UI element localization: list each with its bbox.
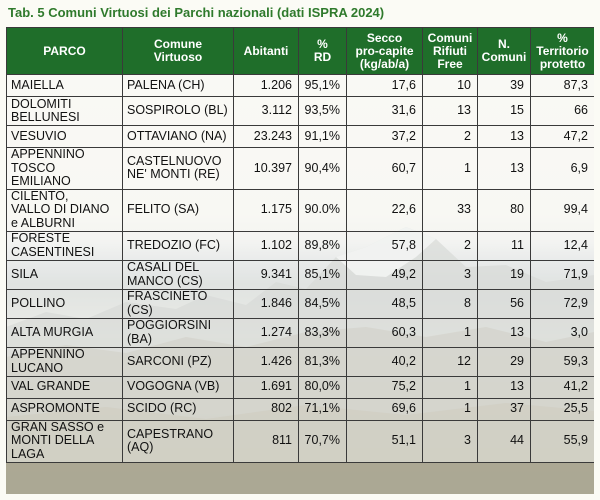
cell-secco: 31,6 bbox=[347, 97, 423, 126]
table-container bbox=[6, 27, 594, 494]
header-territorio: % Territorio protetto bbox=[531, 28, 595, 75]
cell-rifiuti-free: 3 bbox=[423, 260, 478, 289]
cell-territorio: 12,4 bbox=[531, 231, 595, 260]
cell-rd: 89,8% bbox=[299, 231, 347, 260]
cell-rifiuti-free: 13 bbox=[423, 97, 478, 126]
cell-territorio: 47,2 bbox=[531, 126, 595, 148]
cell-comune: SOSPIROLO (BL) bbox=[123, 97, 234, 126]
cell-territorio: 6,9 bbox=[531, 148, 595, 190]
cell-comune: CAPESTRANO (AQ) bbox=[123, 420, 234, 462]
cell-comune: FRASCINETO (CS) bbox=[123, 289, 234, 318]
cell-rd: 90.0% bbox=[299, 189, 347, 231]
table-title: Tab. 5 Comuni Virtuosi dei Parchi nazionali (dati ISPRA 2024) bbox=[8, 5, 385, 20]
cell-secco: 75,2 bbox=[347, 376, 423, 398]
cell-n-comuni: 13 bbox=[478, 376, 531, 398]
cell-territorio: 41,2 bbox=[531, 376, 595, 398]
cell-rd: 81,3% bbox=[299, 347, 347, 376]
cell-abitanti: 1.175 bbox=[234, 189, 299, 231]
cell-rifiuti-free: 10 bbox=[423, 75, 478, 97]
header-parco: PARCO bbox=[7, 28, 123, 75]
cell-abitanti: 23.243 bbox=[234, 126, 299, 148]
cell-parco: ALTA MURGIA bbox=[7, 318, 123, 347]
table-row bbox=[7, 75, 595, 97]
cell-rifiuti-free: 8 bbox=[423, 289, 478, 318]
cell-comune: SARCONI (PZ) bbox=[123, 347, 234, 376]
header-row bbox=[7, 28, 595, 75]
cell-secco: 49,2 bbox=[347, 260, 423, 289]
cell-territorio: 99,4 bbox=[531, 189, 595, 231]
cell-territorio: 87,3 bbox=[531, 75, 595, 97]
table-row bbox=[7, 97, 595, 126]
cell-rifiuti-free: 33 bbox=[423, 189, 478, 231]
cell-abitanti: 3.112 bbox=[234, 97, 299, 126]
cell-comune: SCIDO (RC) bbox=[123, 398, 234, 420]
cell-parco: SILA bbox=[7, 260, 123, 289]
table-row bbox=[7, 148, 595, 190]
cell-territorio: 55,9 bbox=[531, 420, 595, 462]
table-row bbox=[7, 398, 595, 420]
table-row bbox=[7, 318, 595, 347]
cell-n-comuni: 29 bbox=[478, 347, 531, 376]
cell-abitanti: 10.397 bbox=[234, 148, 299, 190]
cell-secco: 40,2 bbox=[347, 347, 423, 376]
table-row bbox=[7, 189, 595, 231]
header-rd: % RD bbox=[299, 28, 347, 75]
cell-secco: 51,1 bbox=[347, 420, 423, 462]
cell-territorio: 3,0 bbox=[531, 318, 595, 347]
cell-secco: 60,3 bbox=[347, 318, 423, 347]
cell-n-comuni: 37 bbox=[478, 398, 531, 420]
cell-abitanti: 802 bbox=[234, 398, 299, 420]
header-n-comuni: N. Comuni bbox=[478, 28, 531, 75]
cell-rifiuti-free: 1 bbox=[423, 148, 478, 190]
table-row bbox=[7, 376, 595, 398]
cell-parco: CILENTO, VALLO DI DIANO e ALBURNI bbox=[7, 189, 123, 231]
table-row bbox=[7, 347, 595, 376]
cell-parco: VAL GRANDE bbox=[7, 376, 123, 398]
cell-rd: 83,3% bbox=[299, 318, 347, 347]
cell-abitanti: 1.206 bbox=[234, 75, 299, 97]
cell-rd: 71,1% bbox=[299, 398, 347, 420]
cell-comune: PALENA (CH) bbox=[123, 75, 234, 97]
cell-rifiuti-free: 1 bbox=[423, 398, 478, 420]
cell-comune: TREDOZIO (FC) bbox=[123, 231, 234, 260]
cell-comune: CASTELNUOVO NE' MONTI (RE) bbox=[123, 148, 234, 190]
cell-secco: 69,6 bbox=[347, 398, 423, 420]
cell-territorio: 72,9 bbox=[531, 289, 595, 318]
cell-parco: ASPROMONTE bbox=[7, 398, 123, 420]
cell-rd: 93,5% bbox=[299, 97, 347, 126]
cell-abitanti: 1.846 bbox=[234, 289, 299, 318]
cell-n-comuni: 44 bbox=[478, 420, 531, 462]
cell-secco: 60,7 bbox=[347, 148, 423, 190]
cell-secco: 48,5 bbox=[347, 289, 423, 318]
data-table bbox=[6, 27, 594, 463]
cell-rd: 91,1% bbox=[299, 126, 347, 148]
cell-secco: 57,8 bbox=[347, 231, 423, 260]
cell-comune: VOGOGNA (VB) bbox=[123, 376, 234, 398]
cell-parco: APPENNINO LUCANO bbox=[7, 347, 123, 376]
cell-abitanti: 1.426 bbox=[234, 347, 299, 376]
cell-comune: CASALI DEL MANCO (CS) bbox=[123, 260, 234, 289]
cell-rifiuti-free: 2 bbox=[423, 231, 478, 260]
cell-parco: VESUVIO bbox=[7, 126, 123, 148]
cell-abitanti: 1.691 bbox=[234, 376, 299, 398]
header-secco: Secco pro-capite (kg/ab/a) bbox=[347, 28, 423, 75]
cell-territorio: 25,5 bbox=[531, 398, 595, 420]
table-row bbox=[7, 260, 595, 289]
header-comune: Comune Virtuoso bbox=[123, 28, 234, 75]
cell-n-comuni: 13 bbox=[478, 126, 531, 148]
cell-abitanti: 811 bbox=[234, 420, 299, 462]
cell-comune: POGGIORSINI (BA) bbox=[123, 318, 234, 347]
cell-parco: MAIELLA bbox=[7, 75, 123, 97]
table-row bbox=[7, 126, 595, 148]
cell-secco: 22,6 bbox=[347, 189, 423, 231]
cell-n-comuni: 56 bbox=[478, 289, 531, 318]
cell-n-comuni: 13 bbox=[478, 148, 531, 190]
cell-rd: 95,1% bbox=[299, 75, 347, 97]
cell-territorio: 71,9 bbox=[531, 260, 595, 289]
cell-n-comuni: 13 bbox=[478, 318, 531, 347]
table-row bbox=[7, 289, 595, 318]
cell-n-comuni: 39 bbox=[478, 75, 531, 97]
cell-parco: GRAN SASSO e MONTI DELLA LAGA bbox=[7, 420, 123, 462]
cell-rifiuti-free: 1 bbox=[423, 376, 478, 398]
cell-n-comuni: 15 bbox=[478, 97, 531, 126]
cell-secco: 37,2 bbox=[347, 126, 423, 148]
cell-parco: DOLOMITI BELLUNESI bbox=[7, 97, 123, 126]
cell-secco: 17,6 bbox=[347, 75, 423, 97]
cell-abitanti: 1.274 bbox=[234, 318, 299, 347]
cell-rifiuti-free: 3 bbox=[423, 420, 478, 462]
cell-territorio: 66 bbox=[531, 97, 595, 126]
cell-rifiuti-free: 2 bbox=[423, 126, 478, 148]
cell-n-comuni: 11 bbox=[478, 231, 531, 260]
cell-rd: 90,4% bbox=[299, 148, 347, 190]
header-abitanti: Abitanti bbox=[234, 28, 299, 75]
table-row bbox=[7, 420, 595, 462]
cell-parco: POLLINO bbox=[7, 289, 123, 318]
cell-parco: FORESTE CASENTINESI bbox=[7, 231, 123, 260]
cell-rd: 85,1% bbox=[299, 260, 347, 289]
cell-rd: 80,0% bbox=[299, 376, 347, 398]
header-rifiuti-free: Comuni Rifiuti Free bbox=[423, 28, 478, 75]
cell-territorio: 59,3 bbox=[531, 347, 595, 376]
cell-comune: OTTAVIANO (NA) bbox=[123, 126, 234, 148]
cell-abitanti: 9.341 bbox=[234, 260, 299, 289]
cell-rd: 70,7% bbox=[299, 420, 347, 462]
cell-comune: FELITO (SA) bbox=[123, 189, 234, 231]
cell-rd: 84,5% bbox=[299, 289, 347, 318]
cell-abitanti: 1.102 bbox=[234, 231, 299, 260]
cell-n-comuni: 80 bbox=[478, 189, 531, 231]
cell-parco: APPENNINO TOSCO EMILIANO bbox=[7, 148, 123, 190]
table-row bbox=[7, 231, 595, 260]
cell-rifiuti-free: 1 bbox=[423, 318, 478, 347]
cell-rifiuti-free: 12 bbox=[423, 347, 478, 376]
cell-n-comuni: 19 bbox=[478, 260, 531, 289]
